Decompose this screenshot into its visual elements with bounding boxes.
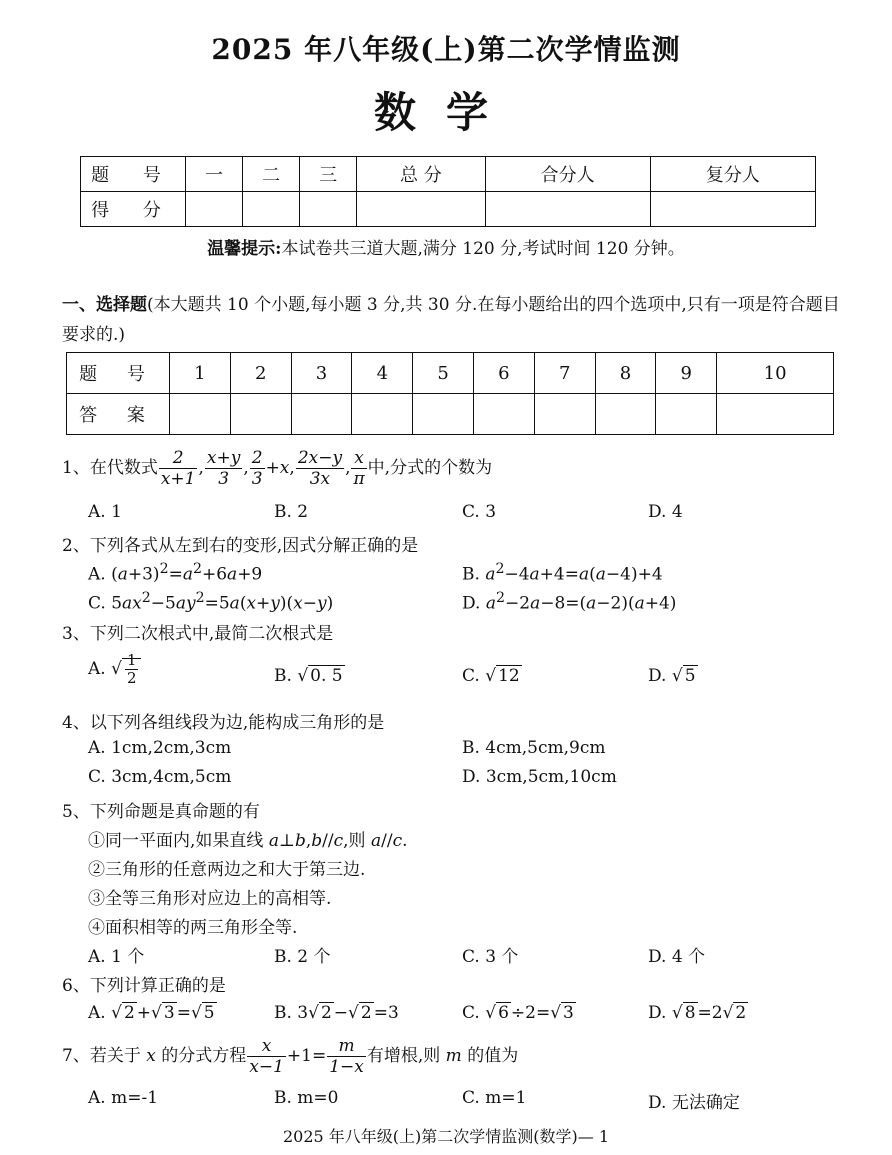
q3-option-d[interactable]: D. √ 5 [648, 666, 696, 686]
expr-2-over-3: $\frac{2}{3}$ [251, 448, 263, 489]
score-cell[interactable] [243, 192, 300, 227]
question-7-stem-a: 7、若关于 [62, 1046, 141, 1066]
answer-table-label: 题 号 [67, 353, 170, 394]
q6-option-d[interactable]: D. √ 8 =2√ 2 [648, 1003, 747, 1023]
question-1-stem-a: 1、在代数式 [62, 458, 158, 478]
q7-option-b[interactable]: B. m=0 [274, 1088, 339, 1108]
question-1: 1、在代数式 $\frac{2}{x+1}$ , $\frac{x+y}{3}$ , $\frac{2}{3}$ +x, $\frac{2x-y}{3x}$ , $\frac{x}{\pi}$ 中,分式的个数为 [62, 448, 493, 489]
section-1-desc: (本大题共 10 个小题,每小题 3 分,共 30 分.在每小题给出的四个选项中,只有一项是符合题目要求的.) [62, 295, 840, 345]
answer-cell[interactable] [717, 394, 834, 435]
score-cell[interactable] [357, 192, 485, 227]
score-header-label: 题 号 [81, 157, 186, 192]
section-1-heading [62, 290, 842, 350]
question-number-cell: 9 [656, 353, 717, 394]
q1-option-c[interactable]: C. 3 [462, 502, 497, 522]
q5-statement-4: ④面积相等的两三角形全等. [88, 918, 298, 938]
score-cell[interactable] [300, 192, 357, 227]
subject-title: 数学 [373, 88, 518, 137]
q6-option-a[interactable]: A. √ 2 +√ 3 =√ 5 [88, 1003, 215, 1023]
answer-cell[interactable] [413, 394, 474, 435]
q4-option-a[interactable]: A. 1cm,2cm,3cm [88, 738, 232, 758]
expr-x-over-pi: $\frac{x}{\pi}$ [353, 448, 365, 489]
q1-option-d[interactable]: D. 4 [648, 502, 683, 522]
exam-title: 2025 年八年级(上)第二次学情监测 [211, 33, 681, 66]
score-header-cell: 一 [186, 157, 243, 192]
tip-text: 本试卷共三道大题,满分 120 分,考试时间 120 分钟。 [281, 239, 685, 259]
question-1-stem-b: 中,分式的个数为 [367, 458, 493, 478]
answer-table [66, 352, 834, 435]
score-header-cell: 合分人 [485, 157, 650, 192]
q5-option-d[interactable]: D. 4 个 [648, 947, 706, 967]
answer-cell[interactable] [291, 394, 352, 435]
answer-cell[interactable] [534, 394, 595, 435]
q2-option-b[interactable]: B. $a^2-4a+4=a(a-4)+4$ [462, 561, 663, 585]
score-header-cell: 复分人 [650, 157, 815, 192]
q3-option-c[interactable]: C. √ 12 [462, 666, 520, 686]
answer-cell[interactable] [473, 394, 534, 435]
score-header-cell: 二 [243, 157, 300, 192]
q4-option-d[interactable]: D. 3cm,5cm,10cm [462, 767, 617, 787]
tip-label: 温馨提示: [207, 239, 282, 259]
exam-tip [0, 234, 892, 259]
answer-cell[interactable] [656, 394, 717, 435]
q1-option-b[interactable]: B. 2 [274, 502, 309, 522]
q2-option-d[interactable]: D. $a^2-2a-8=(a-2)(a+4)$ [462, 590, 677, 614]
answer-cell[interactable] [352, 394, 413, 435]
score-header-cell: 总 分 [357, 157, 485, 192]
answer-row-label: 答 案 [67, 394, 170, 435]
q4-option-b[interactable]: B. 4cm,5cm,9cm [462, 738, 606, 758]
question-number-cell: 5 [413, 353, 474, 394]
question-3-stem: 3、下列二次根式中,最简二次根式是 [62, 624, 334, 644]
q5-option-b[interactable]: B. 2 个 [274, 947, 331, 967]
answer-table-number-row [67, 353, 834, 394]
q6-option-b[interactable]: B. 3√ 2 −√ 2 =3 [274, 1003, 399, 1023]
q5-statement-1: ①同一平面内,如果直线 a⊥b,b//c,则 a//c. [88, 831, 408, 851]
score-header-cell: 三 [300, 157, 357, 192]
question-2-stem: 2、下列各式从左到右的变形,因式分解正确的是 [62, 536, 419, 556]
expr-m-over-1-minus-x: $\frac{m}{1-x}$ [329, 1036, 364, 1077]
q3-option-a[interactable]: A. √ $\frac{1}{2}$ [88, 652, 141, 687]
q7-option-c[interactable]: C. m=1 [462, 1088, 527, 1108]
question-7-stem-b: 的分式方程 [161, 1046, 247, 1066]
question-number-cell: 10 [717, 353, 834, 394]
q4-option-c[interactable]: C. 3cm,4cm,5cm [88, 767, 232, 787]
q5-statement-3: ③全等三角形对应边上的高相等. [88, 889, 332, 909]
question-number-cell: 1 [170, 353, 231, 394]
question-number-cell: 6 [473, 353, 534, 394]
section-1-title: 一、选择题 [62, 295, 147, 315]
question-6-stem: 6、下列计算正确的是 [62, 976, 226, 996]
score-row-label: 得 分 [81, 192, 186, 227]
q7-option-d[interactable]: D. 无法确定 [648, 1093, 740, 1113]
q5-statement-2: ②三角形的任意两边之和大于第三边. [88, 860, 366, 880]
question-number-cell: 7 [534, 353, 595, 394]
question-7-stem-d: 的值为 [467, 1046, 519, 1066]
answer-cell[interactable] [230, 394, 291, 435]
question-4-stem: 4、以下列各组线段为边,能构成三角形的是 [62, 713, 385, 733]
question-number-cell: 8 [595, 353, 656, 394]
question-number-cell: 4 [352, 353, 413, 394]
expr-x-plus-y-over-3: $\frac{x+y}{3}$ [206, 448, 241, 489]
answer-cell[interactable] [170, 394, 231, 435]
q2-option-c[interactable]: C. $5ax^2-5ay^2=5a(x+y)(x-y)$ [88, 590, 334, 614]
score-cell[interactable] [485, 192, 650, 227]
question-5-stem: 5、下列命题是真命题的有 [62, 802, 260, 822]
answer-cell[interactable] [595, 394, 656, 435]
q6-option-c[interactable]: C. √ 6 ÷2=√ 3 [462, 1003, 574, 1023]
score-cell[interactable] [650, 192, 815, 227]
question-number-cell: 2 [230, 353, 291, 394]
question-number-cell: 3 [291, 353, 352, 394]
page-footer: 2025 年八年级(上)第二次学情监测(数学)— 1 [282, 1127, 610, 1146]
score-cell[interactable] [186, 192, 243, 227]
question-7-stem-c: 有增根,则 [366, 1046, 441, 1066]
q7-option-a[interactable]: A. m=-1 [88, 1088, 159, 1108]
score-table-score-row [81, 192, 816, 227]
expr-2x-minus-y-over-3x: $\frac{2x-y}{3x}$ [297, 448, 343, 489]
score-table [80, 156, 816, 227]
q2-option-a[interactable]: A. $(a+3)^2=a^2+6a+9$ [88, 561, 263, 585]
expr-x-over-x-minus-1: $\frac{x}{x-1}$ [249, 1036, 284, 1077]
q5-option-c[interactable]: C. 3 个 [462, 947, 519, 967]
question-7: 7、若关于 x 的分式方程 $\frac{x}{x-1}$ +1= $\frac{m}{1-x}$ 有增根,则 m 的值为 [62, 1036, 519, 1077]
q3-option-b[interactable]: B. √ 0. 5 [274, 666, 343, 686]
q1-option-a[interactable]: A. 1 [88, 502, 122, 522]
expr-2-over-x-plus-1: $\frac{2}{x+1}$ [160, 448, 196, 489]
score-table-header-row [81, 157, 816, 192]
q5-option-a[interactable]: A. 1 个 [88, 947, 145, 967]
answer-table-answer-row [67, 394, 834, 435]
